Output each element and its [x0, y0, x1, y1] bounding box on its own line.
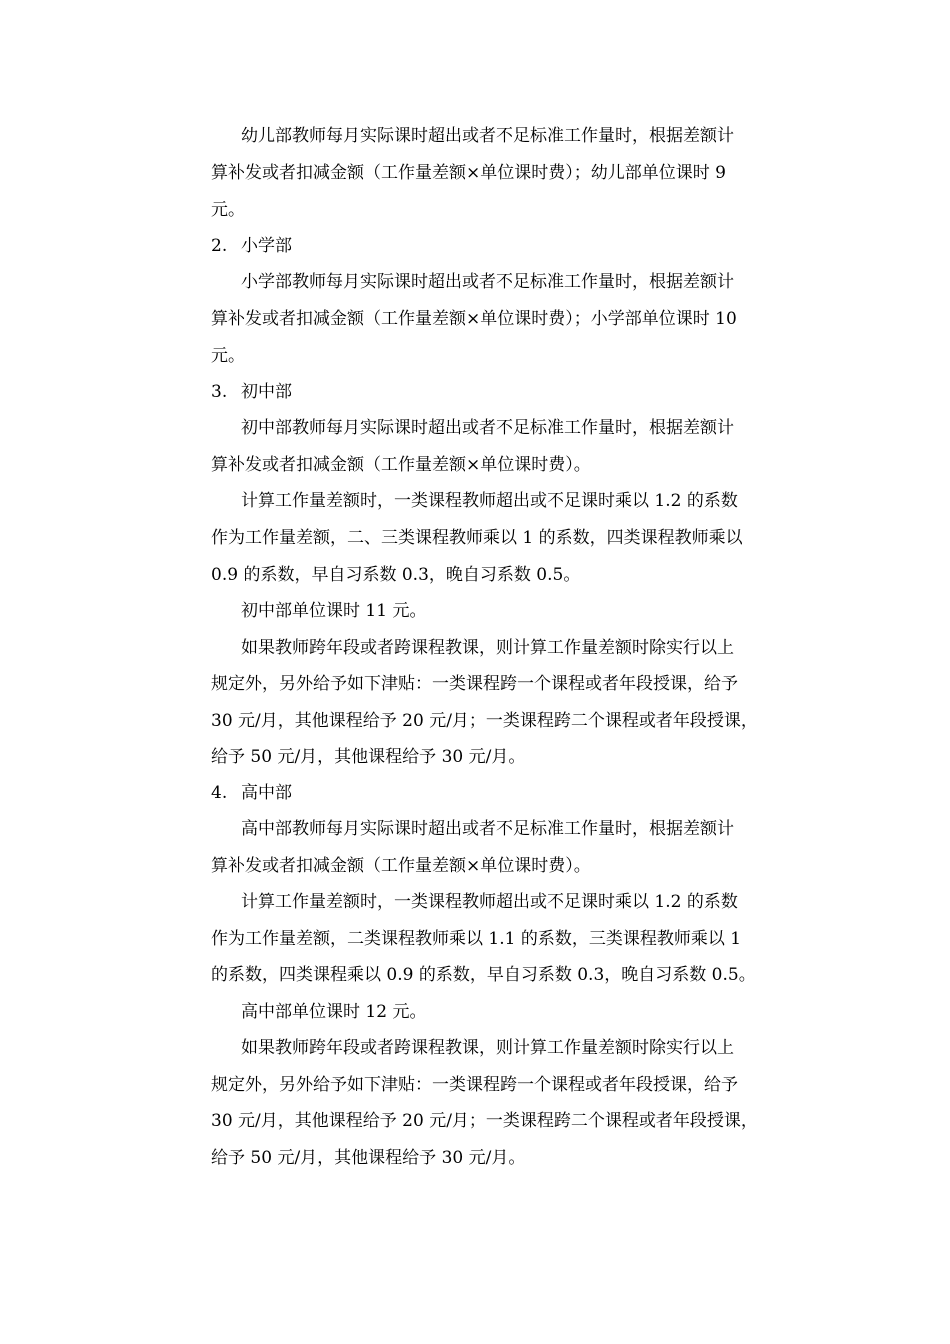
paragraph-line: 幼儿部教师每月实际课时超出或者不足标准工作量时，根据差额计 [241, 126, 734, 146]
paragraph-line: 元。 [211, 200, 245, 220]
paragraph-line: 规定外，另外给予如下津贴：一类课程跨一个课程或者年段授课，给予 [211, 1075, 738, 1095]
paragraph-line: 0.9 的系数，早自习系数 0.3，晚自习系数 0.5。 [211, 565, 581, 585]
paragraph-line: 作为工作量差额，二、三类课程教师乘以 1 的系数，四类课程教师乘以 [211, 528, 743, 548]
section-heading-primary [211, 234, 292, 258]
paragraph-line: 如果教师跨年段或者跨课程教课，则计算工作量差额时除实行以上 [241, 638, 734, 658]
paragraph-line: 小学部教师每月实际课时超出或者不足标准工作量时，根据差额计 [241, 272, 734, 292]
paragraph-line: 算补发或者扣减金额（工作量差额×单位课时费）。 [211, 455, 591, 475]
paragraph-line: 算补发或者扣减金额（工作量差额×单位课时费）。 [211, 856, 591, 876]
paragraph-line: 高中部单位课时 12 元。 [241, 1002, 427, 1022]
paragraph-line: 初中部单位课时 11 元。 [241, 601, 427, 621]
paragraph-line: 30 元/月，其他课程给予 20 元/月；一类课程跨二个课程或者年段授课， [211, 711, 758, 731]
paragraph-line: 初中部教师每月实际课时超出或者不足标准工作量时，根据差额计 [241, 418, 734, 438]
paragraph-line: 计算工作量差额时，一类课程教师超出或不足课时乘以 1.2 的系数 [241, 491, 738, 511]
paragraph-line: 算补发或者扣减金额（工作量差额×单位课时费）；幼儿部单位课时 9 [211, 163, 726, 183]
heading-title: 初中部 [241, 382, 292, 402]
paragraph-line: 规定外，另外给予如下津贴：一类课程跨一个课程或者年段授课，给予 [211, 674, 738, 694]
section-heading-junior [211, 380, 292, 404]
heading-number: 2. [211, 236, 228, 256]
paragraph-line: 30 元/月，其他课程给予 20 元/月；一类课程跨二个课程或者年段授课， [211, 1111, 758, 1131]
heading-number: 3. [211, 382, 228, 402]
paragraph-line: 给予 50 元/月，其他课程给予 30 元/月。 [211, 1148, 526, 1168]
paragraph-line: 给予 50 元/月，其他课程给予 30 元/月。 [211, 747, 526, 767]
paragraph-line: 计算工作量差额时，一类课程教师超出或不足课时乘以 1.2 的系数 [241, 892, 738, 912]
paragraph-line: 算补发或者扣减金额（工作量差额×单位课时费）；小学部单位课时 10 [211, 309, 737, 329]
paragraph-line: 元。 [211, 346, 245, 366]
paragraph-line: 高中部教师每月实际课时超出或者不足标准工作量时，根据差额计 [241, 819, 734, 839]
paragraph-line: 的系数，四类课程乘以 0.9 的系数，早自习系数 0.3，晚自习系数 0.5。 [211, 965, 756, 985]
heading-number: 4. [211, 783, 228, 803]
paragraph-line: 作为工作量差额，二类课程教师乘以 1.1 的系数，三类课程教师乘以 1 [211, 929, 742, 949]
section-heading-senior [211, 781, 292, 805]
heading-title: 高中部 [241, 783, 292, 803]
heading-title: 小学部 [241, 236, 292, 256]
paragraph-line: 如果教师跨年段或者跨课程教课，则计算工作量差额时除实行以上 [241, 1038, 734, 1058]
